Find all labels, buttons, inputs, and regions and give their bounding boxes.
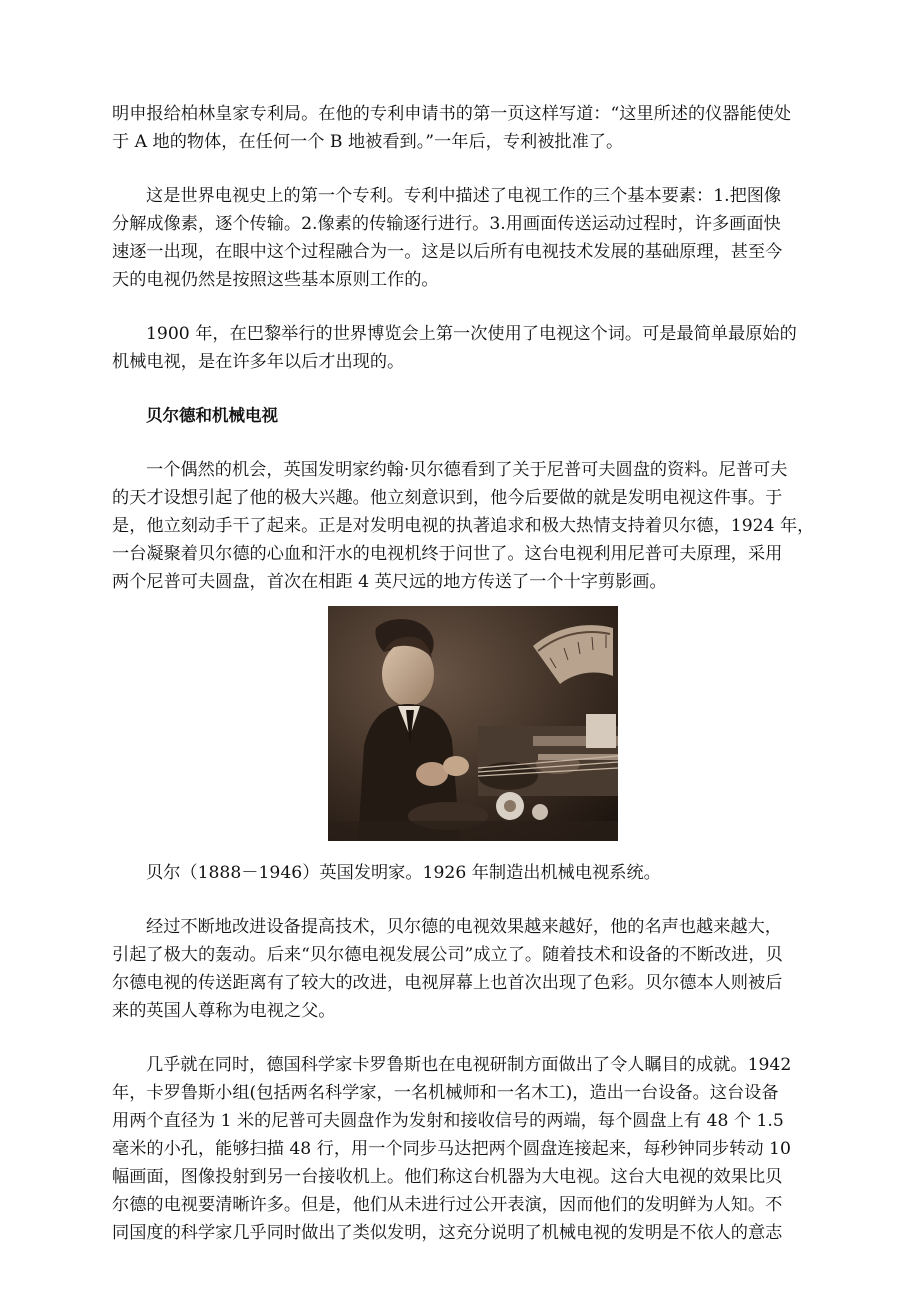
paragraph-karolus — [112, 1051, 834, 1247]
document-page — [112, 100, 834, 1247]
text-line: 两个尼普可夫圆盘，首次在相距 4 英尺远的地方传送了一个十字剪影画。 — [112, 572, 667, 592]
text-line: 引起了极大的轰动。后来“贝尔德电视发展公司”成立了。随着技术和设备的不断改进，贝 — [112, 945, 783, 965]
text-line: 于 A 地的物体，在任何一个 B 地被看到。”一年后，专利被批准了。 — [112, 132, 624, 152]
paragraph-baird-invention — [112, 456, 834, 596]
text-line: 明申报给柏林皇家专利局。在他的专利申请书的第一页这样写道：“这里所述的仪器能使处 — [112, 104, 792, 124]
paragraph-first-patent — [112, 182, 834, 294]
photo-container — [112, 606, 834, 841]
text-line: 年，卡罗鲁斯小组(包括两名科学家，一名机械师和一名木工)，造出一台设备。这台设备 — [112, 1083, 779, 1103]
text-line: 尔德电视的传送距离有了较大的改进，电视屏幕上也首次出现了色彩。贝尔德本人则被后 — [112, 973, 783, 993]
text-line: 天的电视仍然是按照这些基本原则工作的。 — [112, 270, 439, 290]
text-line: 同国度的科学家几乎同时做出了类似发明，这充分说明了机械电视的发明是不依人的意志 — [112, 1223, 783, 1243]
text-line: 1900 年，在巴黎举行的世界博览会上第一次使用了电视这个词。可是最简单最原始的 — [146, 324, 797, 344]
text-line: 一台凝聚着贝尔德的心血和汗水的电视机终于问世了。这台电视利用尼普可夫原理，采用 — [112, 544, 783, 564]
text-line: 是，他立刻动手干了起来。正是对发明电视的执著追求和极大热情支持着贝尔德，1924 年， — [112, 516, 815, 536]
section-heading: 贝尔德和机械电视 — [146, 406, 278, 425]
text-line: 经过不断地改进设备提高技术，贝尔德的电视效果越来越好，他的名声也越来越大， — [146, 917, 782, 937]
text-line: 分解成像素，逐个传输。2.像素的传输逐行进行。3.用画面传送运动过程时，许多画面快 — [112, 214, 781, 234]
paragraph-paris-expo — [112, 320, 834, 376]
text-line: 用两个直径为 1 米的尼普可夫圆盘作为发射和接收信号的两端，每个圆盘上有 48 个 1.5 — [112, 1111, 784, 1131]
paragraph-patent-submission — [112, 100, 834, 156]
paragraph-baird-fame — [112, 913, 834, 1025]
text-line: 毫米的小孔，能够扫描 48 行，用一个同步马达把两个圆盘连接起来，每秒钟同步转动 10 — [112, 1139, 791, 1159]
text-line: 机械电视，是在许多年以后才出现的。 — [112, 352, 405, 372]
text-line: 尔德的电视要清晰许多。但是，他们从未进行过公开表演，因而他们的发明鲜为人知。不 — [112, 1195, 783, 1215]
text-line: 速逐一出现，在眼中这个过程融合为一。这是以后所有电视技术发展的基础原理，甚至今 — [112, 242, 783, 262]
text-line: 这是世界电视史上的第一个专利。专利中描述了电视工作的三个基本要素：1.把图像 — [146, 186, 782, 206]
text-line: 来的英国人尊称为电视之父。 — [112, 1001, 336, 1021]
text-line: 一个偶然的机会，英国发明家约翰·贝尔德看到了关于尼普可夫圆盘的资料。尼普可夫 — [146, 460, 788, 480]
text-line: 的天才设想引起了他的极大兴趣。他立刻意识到，他今后要做的就是发明电视这件事。于 — [112, 488, 783, 508]
text-line: 几乎就在同时，德国科学家卡罗鲁斯也在电视研制方面做出了令人瞩目的成就。1942 — [146, 1055, 792, 1075]
text-line: 幅画面，图像投射到另一台接收机上。他们称这台机器为大电视。这台大电视的效果比贝 — [112, 1167, 783, 1187]
baird-photo — [328, 606, 618, 841]
photo-caption: 贝尔（1888－1946）英国发明家。1926 年制造出机械电视系统。 — [146, 863, 661, 883]
